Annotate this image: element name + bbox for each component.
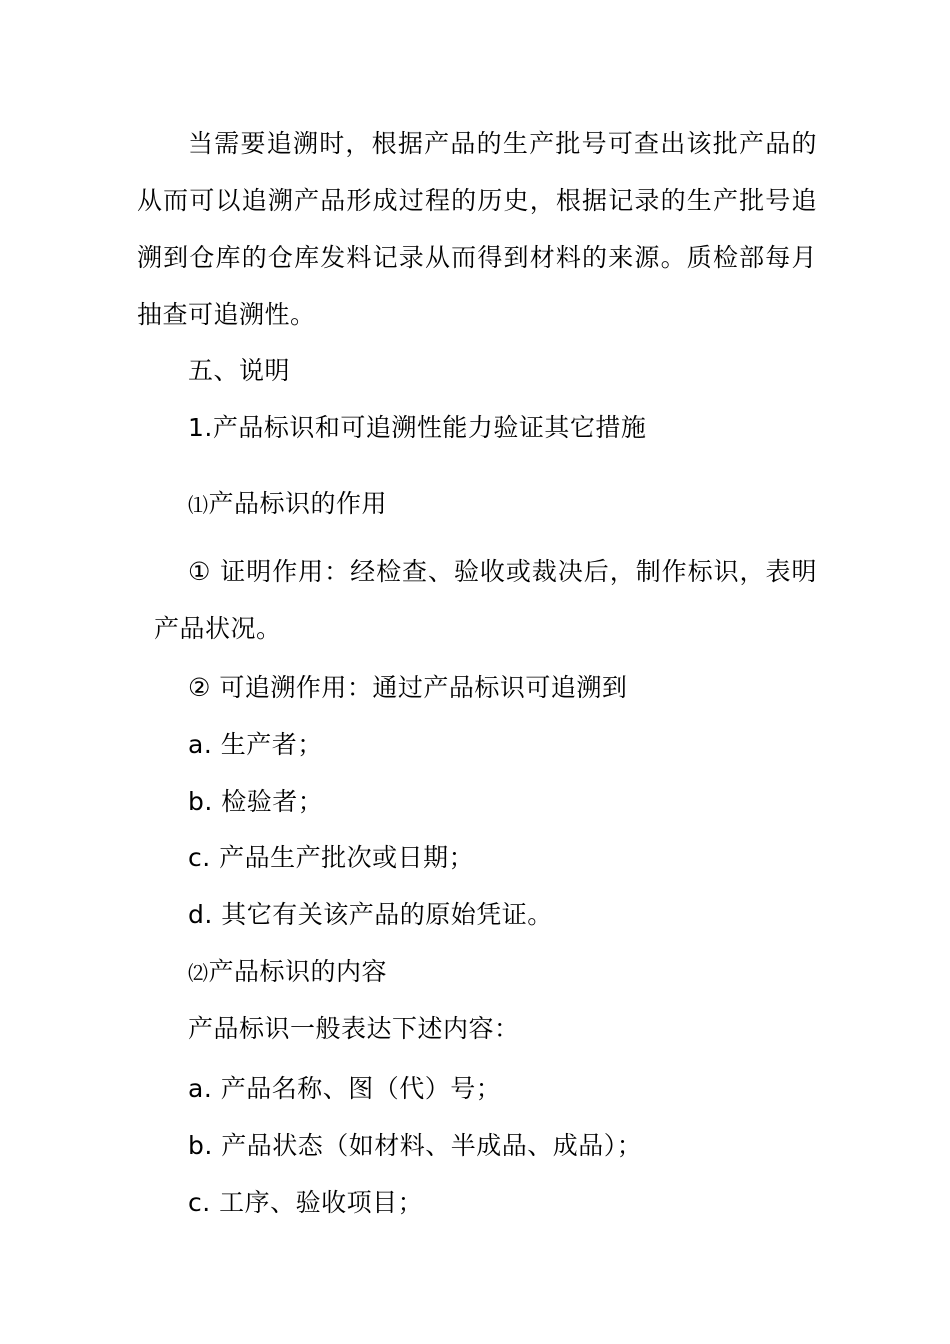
subsection-heading-2 xyxy=(188,955,387,990)
subsection-marker: ⑵ xyxy=(188,961,209,985)
proof-line-2: 产品状况。 xyxy=(154,614,282,643)
subsection-title: 产品标识的作用 xyxy=(208,489,388,518)
subsection-heading-1 xyxy=(188,487,387,522)
content-intro: 产品标识一般表达下述内容： xyxy=(188,1014,520,1043)
proof-line-1: ① 证明作用：经检查、验收或裁决后，制作标识，表明 xyxy=(188,557,817,586)
content-item: b. 产品状态（如材料、半成品、成品）； xyxy=(188,1131,643,1160)
paragraph-line-4: 抽查可追溯性。 xyxy=(137,300,316,329)
paragraph-line-1: 当需要追溯时，根据产品的生产批号可查出该批产品的 xyxy=(188,129,817,158)
subsection-marker: ⑴ xyxy=(188,493,209,517)
trace-heading: ② 可追溯作用：通过产品标识可追溯到 xyxy=(188,673,628,702)
trace-item: d. 其它有关该产品的原始凭证。 xyxy=(188,900,553,929)
paragraph-line-2: 从而可以追溯产品形成过程的历史，根据记录的生产批号追 xyxy=(137,186,817,215)
trace-item: a. 生产者； xyxy=(188,730,323,759)
trace-item: c. 产品生产批次或日期； xyxy=(188,843,475,872)
section-heading: 五、说明 xyxy=(188,356,291,385)
item-heading: 1.产品标识和可追溯性能力验证其它措施 xyxy=(188,413,647,442)
subsection-title: 产品标识的内容 xyxy=(208,957,388,986)
content-item: c. 工序、验收项目； xyxy=(188,1188,424,1217)
paragraph-line-3: 溯到仓库的仓库发料记录从而得到材料的来源。质检部每月 xyxy=(137,243,817,272)
content-item: a. 产品名称、图（代）号； xyxy=(188,1074,502,1103)
trace-item: b. 检验者； xyxy=(188,787,324,816)
